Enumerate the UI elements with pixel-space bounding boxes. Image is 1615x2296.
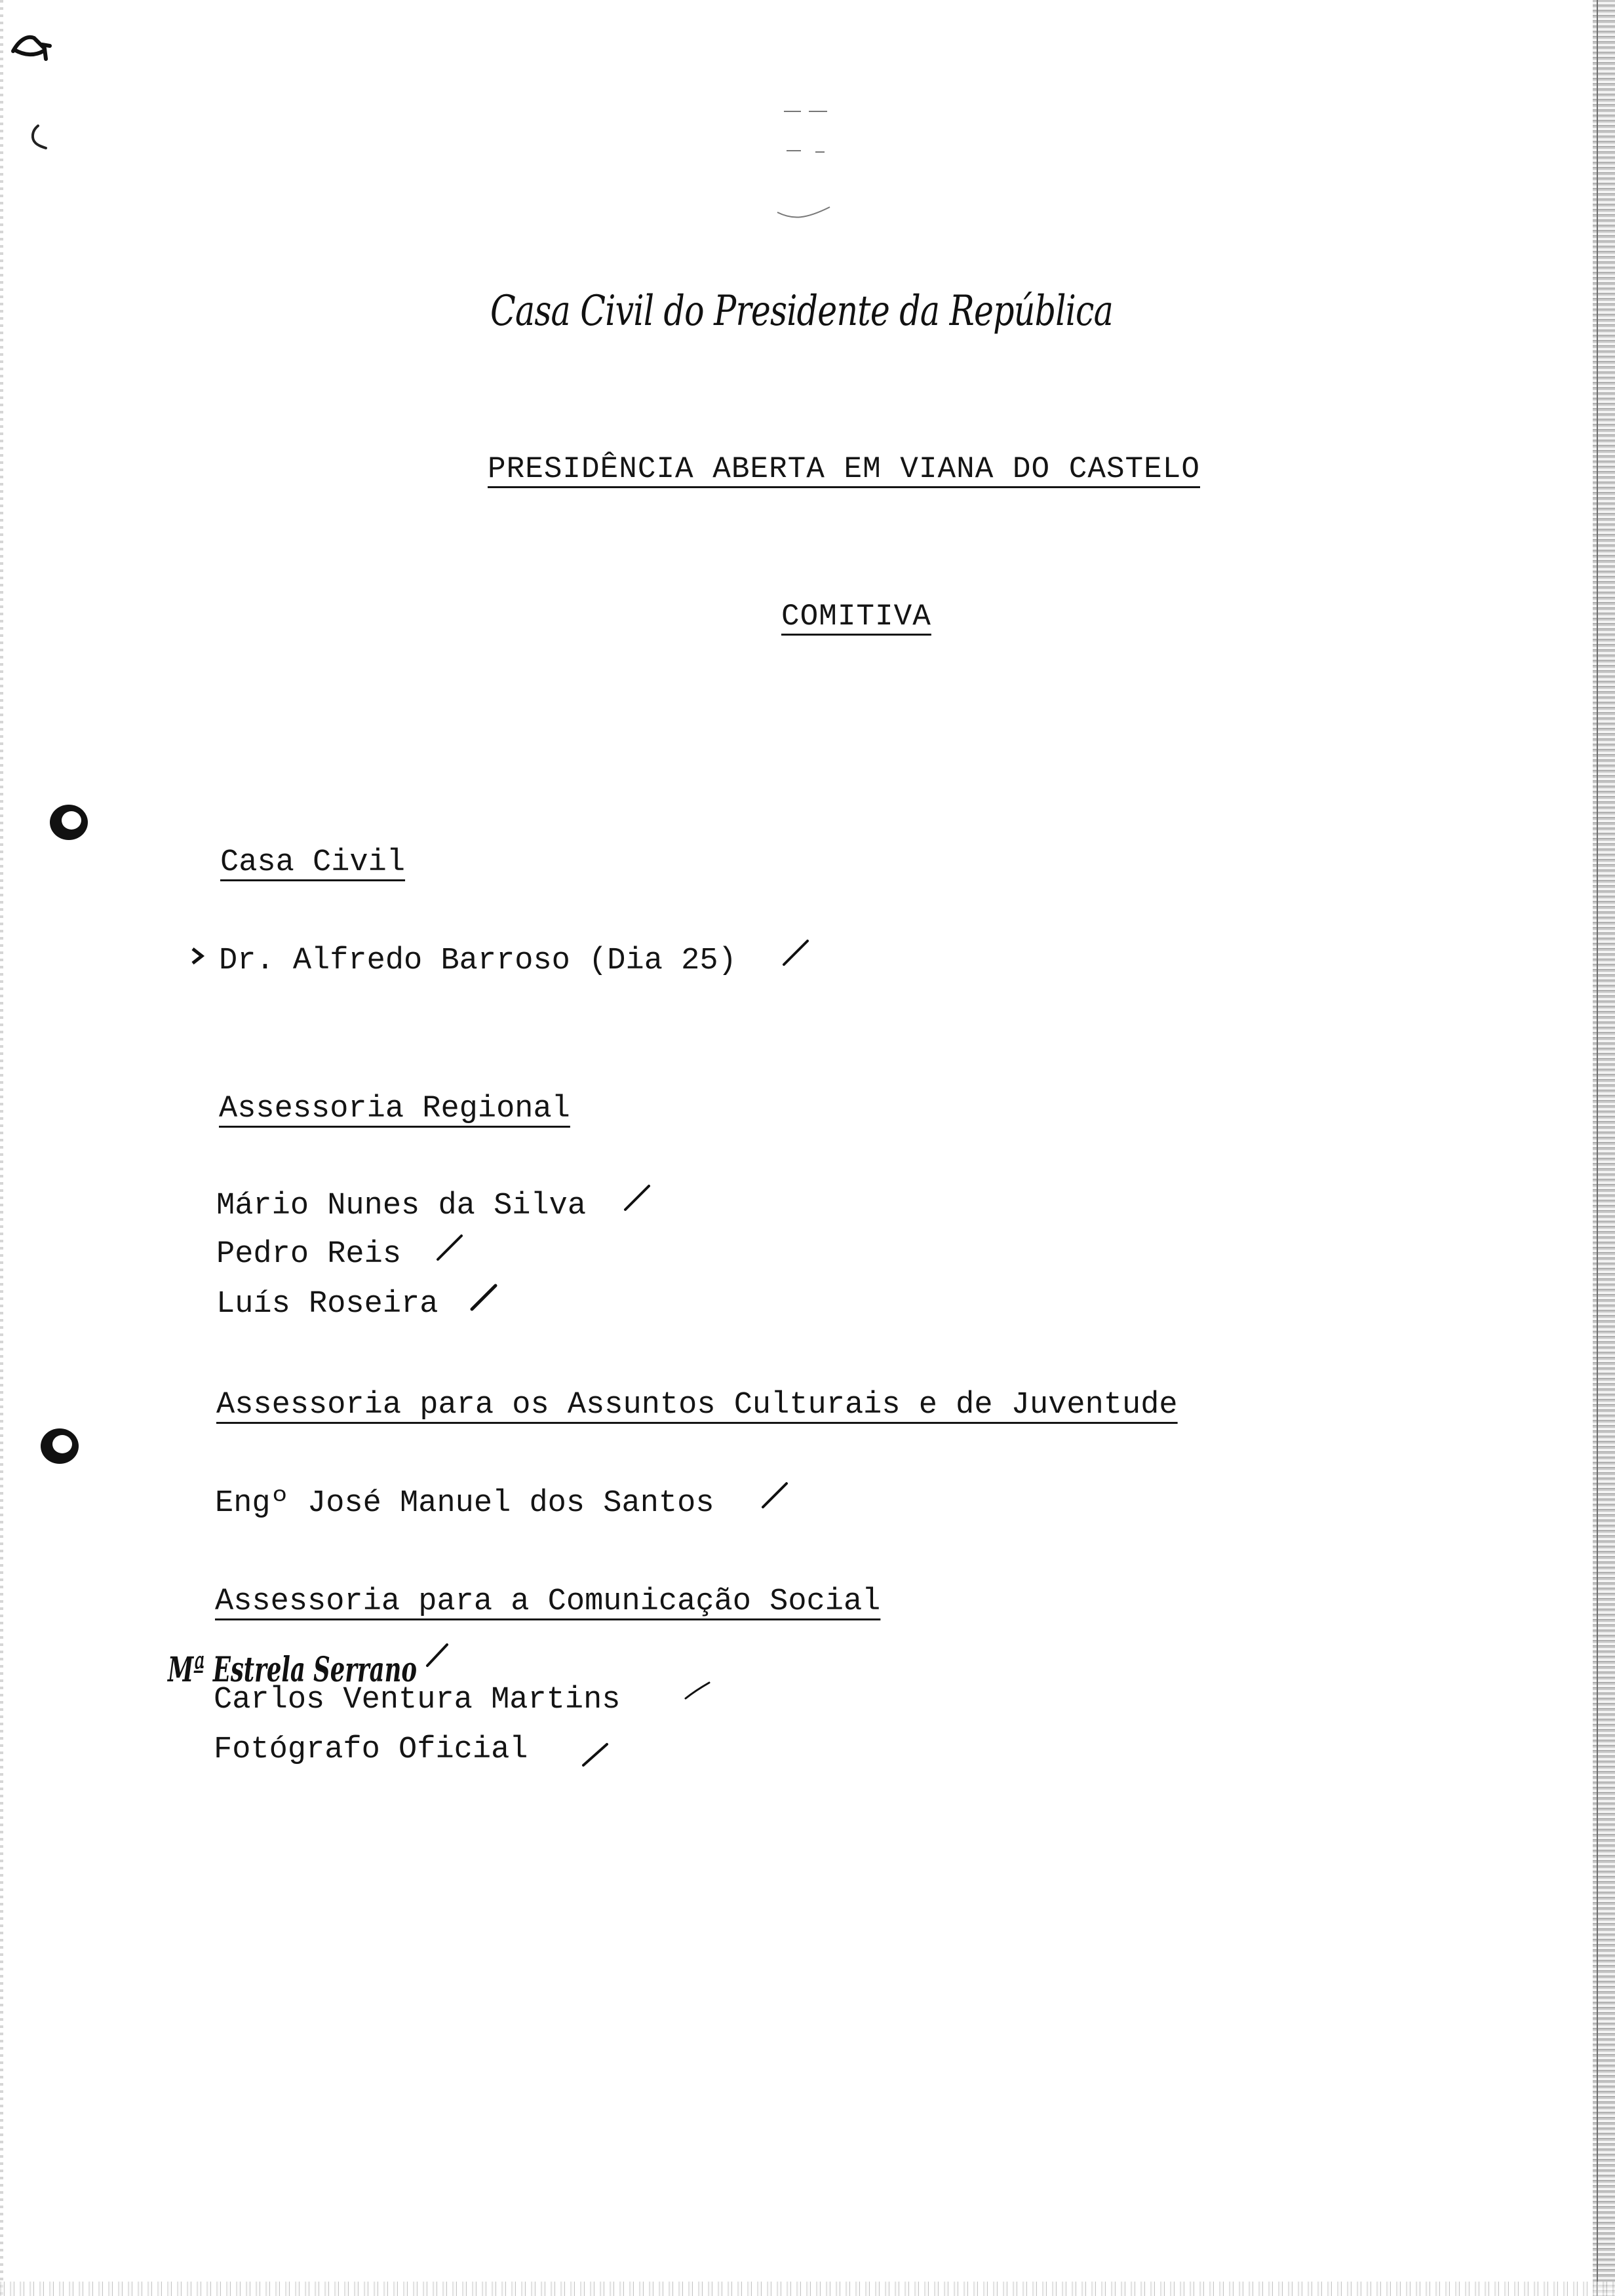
member-name: Mário Nunes da Silva [216,1189,587,1223]
punch-hole [50,805,88,840]
section-title-assessoria-cultural: Assessoria para os Assuntos Culturais e de Juventude [216,1388,1178,1423]
section-title-assessoria-regional: Assessoria Regional [219,1092,570,1126]
member-name: Carlos Ventura Martins [214,1683,621,1717]
handwritten-text: Mª Estrela Serrano [166,1650,418,1690]
letterhead-text: Casa Civil do Presidente da República [490,287,1113,335]
section-title-casa-civil: Casa Civil [220,845,406,880]
check-mark-icon [760,1481,789,1510]
member-name: Pedro Reis [216,1237,402,1272]
member-name: Fotógrafo Oficial [214,1732,528,1767]
member-name: Engº José Manuel dos Santos [215,1486,714,1521]
punch-hole [41,1428,79,1464]
scan-edge-right [1593,0,1615,2296]
member-name: Dr. Alfredo Barroso (Dia 25) [219,944,737,978]
check-mark-icon [581,1739,610,1768]
check-mark-icon [435,1233,464,1262]
letterhead-script [490,274,1119,346]
margin-small-mark [26,122,49,151]
check-mark-icon [781,938,810,967]
document-subtitle: COMITIVA [781,600,931,634]
check-mark-icon [623,1183,652,1212]
section-title-comunicacao-social: Assessoria para a Comunicação Social [215,1584,881,1619]
margin-arrow-mark [190,946,204,966]
check-mark-icon [683,1679,712,1708]
scan-specks [741,105,872,229]
scan-edge-left [0,0,3,2296]
letterhead-svg [490,274,1119,346]
check-mark-icon [469,1283,498,1312]
document-title: PRESIDÊNCIA ABERTA EM VIANA DO CASTELO [488,452,1200,486]
margin-scribble-mark [8,26,55,66]
scan-edge-bottom [0,2282,1615,2296]
member-name: Luís Roseira [216,1287,438,1322]
